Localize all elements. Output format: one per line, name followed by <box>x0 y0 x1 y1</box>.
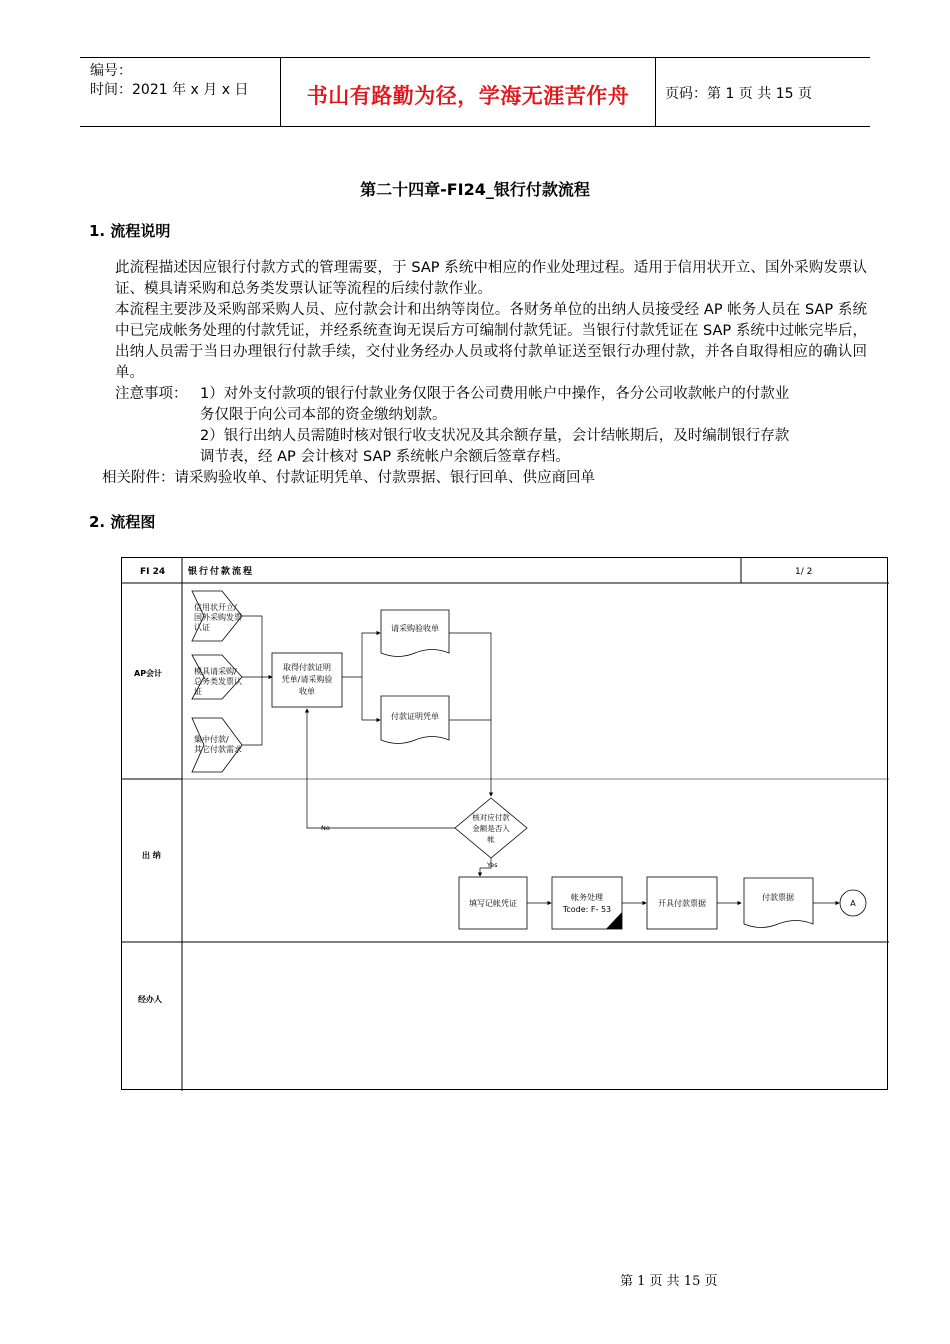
svg-text:帐务处理: 帐务处理 <box>571 893 603 902</box>
section-heading-process-description: 1. 流程说明 <box>89 222 171 240</box>
flowchart-name: 银行付款流程 <box>188 567 255 577</box>
process-obtain-vouchers <box>272 653 342 707</box>
flowchart-page: 1/ 2 <box>795 567 813 577</box>
svg-text:请采购验收单: 请采购验收单 <box>391 624 439 633</box>
page-footer: 第 1 页 共 15 页 <box>620 1274 718 1289</box>
svg-text:模具请采购/: 模具请采购/ <box>194 667 237 676</box>
svg-text:开具付款票据: 开具付款票据 <box>658 899 706 908</box>
svg-text:帐: 帐 <box>487 835 495 844</box>
note-1-line-2: 务仅限于向公司本部的资金缴纳划款。 <box>200 407 447 423</box>
svg-text:核对应付款: 核对应付款 <box>472 813 510 822</box>
flowchart-code: FI 24 <box>140 567 166 577</box>
flowchart <box>121 557 888 1090</box>
note-2-line-2: 调节表，经 AP 会计核对 SAP 系统帐户余额后签章存档。 <box>200 449 570 465</box>
process-fill-voucher <box>459 877 527 929</box>
svg-text:付款票据: 付款票据 <box>762 893 794 902</box>
process-issue-payment-bill <box>647 877 717 929</box>
notes-label: 注意事项： <box>115 386 188 402</box>
page-header <box>80 57 870 127</box>
input-letter-of-credit <box>192 591 242 641</box>
svg-text:凭单/请采购验: 凭单/请采购验 <box>281 675 333 684</box>
header-motto: 书山有路勤为径，学海无涯苦作舟 <box>306 84 630 108</box>
no-label: No <box>321 824 330 832</box>
svg-text:Tcode: F- 53: Tcode: F- 53 <box>562 905 612 914</box>
svg-text:A: A <box>850 899 856 908</box>
header-meta-cell <box>80 58 280 126</box>
paragraph-scope: 此流程描述因应银行付款方式的管理需要，于 SAP 系统中相应的作业处理过程。适用于信用状开立、国外采购发票认证、模具请采购和总务类发票认证等流程的后续付款作业。 <box>115 260 867 297</box>
document-purchase-acceptance <box>381 610 449 657</box>
svg-text:付款证明凭单: 付款证明凭单 <box>391 712 439 721</box>
header-motto-cell <box>280 58 656 126</box>
process-posting-f53 <box>552 877 622 929</box>
svg-text:国外采购发票: 国外采购发票 <box>194 613 242 622</box>
input-centralized-payment <box>192 718 242 772</box>
svg-text:信用状开立/: 信用状开立/ <box>194 603 237 612</box>
document-time-label: 时间：2021 年 x 月 x 日 <box>90 82 249 98</box>
header-page-cell <box>655 58 870 126</box>
document-payment-voucher <box>381 696 449 744</box>
svg-text:认证: 认证 <box>194 623 210 632</box>
chapter-title: 第二十四章-FI24_银行付款流程 <box>360 180 590 199</box>
input-mold-purchase <box>192 655 242 699</box>
related-attachments: 相关附件：请采购验收单、付款证明凭单、付款票据、银行回单、供应商回单 <box>102 470 595 486</box>
document-number-label: 编号： <box>90 63 132 79</box>
svg-text:取得付款证明: 取得付款证明 <box>283 663 331 672</box>
svg-text:金额是否入: 金额是否入 <box>472 824 510 833</box>
flowchart-canvas <box>122 558 889 1091</box>
svg-text:总务类发票认: 总务类发票认 <box>194 677 242 686</box>
svg-text:证: 证 <box>194 687 202 696</box>
connector-a <box>840 890 866 916</box>
svg-text:填写记帐凭证: 填写记帐凭证 <box>469 899 517 908</box>
section-heading-flowchart: 2. 流程图 <box>89 513 156 531</box>
svg-text:集中付款/: 集中付款/ <box>194 735 229 744</box>
decision-amount-posted <box>455 798 527 858</box>
lane-handler: 经办人 <box>138 995 162 1004</box>
note-2-line-1: 2）银行出纳人员需随时核对银行收支状况及其余额存量，会计结帐期后，及时编制银行存款 <box>200 428 790 444</box>
lane-ap-accounting: AP会计 <box>134 669 163 678</box>
yes-label: Yes <box>487 861 498 869</box>
paragraph-roles: 本流程主要涉及采购部采购人员、应付款会计和出纳等岗位。各财务单位的出纳人员接受经 AP 帐务人员在 SAP 系统中已完成帐务处理的付款凭证，并经系统查询无误后方可编制付款凭证。当银行付款凭证在 SAP 系统中过帐完毕后，出纳人员需于当日办理银行付款手续，交付业务经办人员或将付款单证送至银行办理付款，并各自取得相应的确认回单。 <box>115 302 867 381</box>
svg-text:其它付款需求: 其它付款需求 <box>194 745 242 754</box>
document-payment-bill <box>744 878 813 928</box>
header-page-info: 页码：第 1 页 共 15 页 <box>665 86 812 102</box>
note-1-line-1: 1）对外支付款项的银行付款业务仅限于各公司费用帐户中操作，各分公司收款帐户的付款业 <box>200 386 790 402</box>
lane-cashier: 出 纳 <box>142 851 161 860</box>
svg-text:收单: 收单 <box>299 687 315 696</box>
